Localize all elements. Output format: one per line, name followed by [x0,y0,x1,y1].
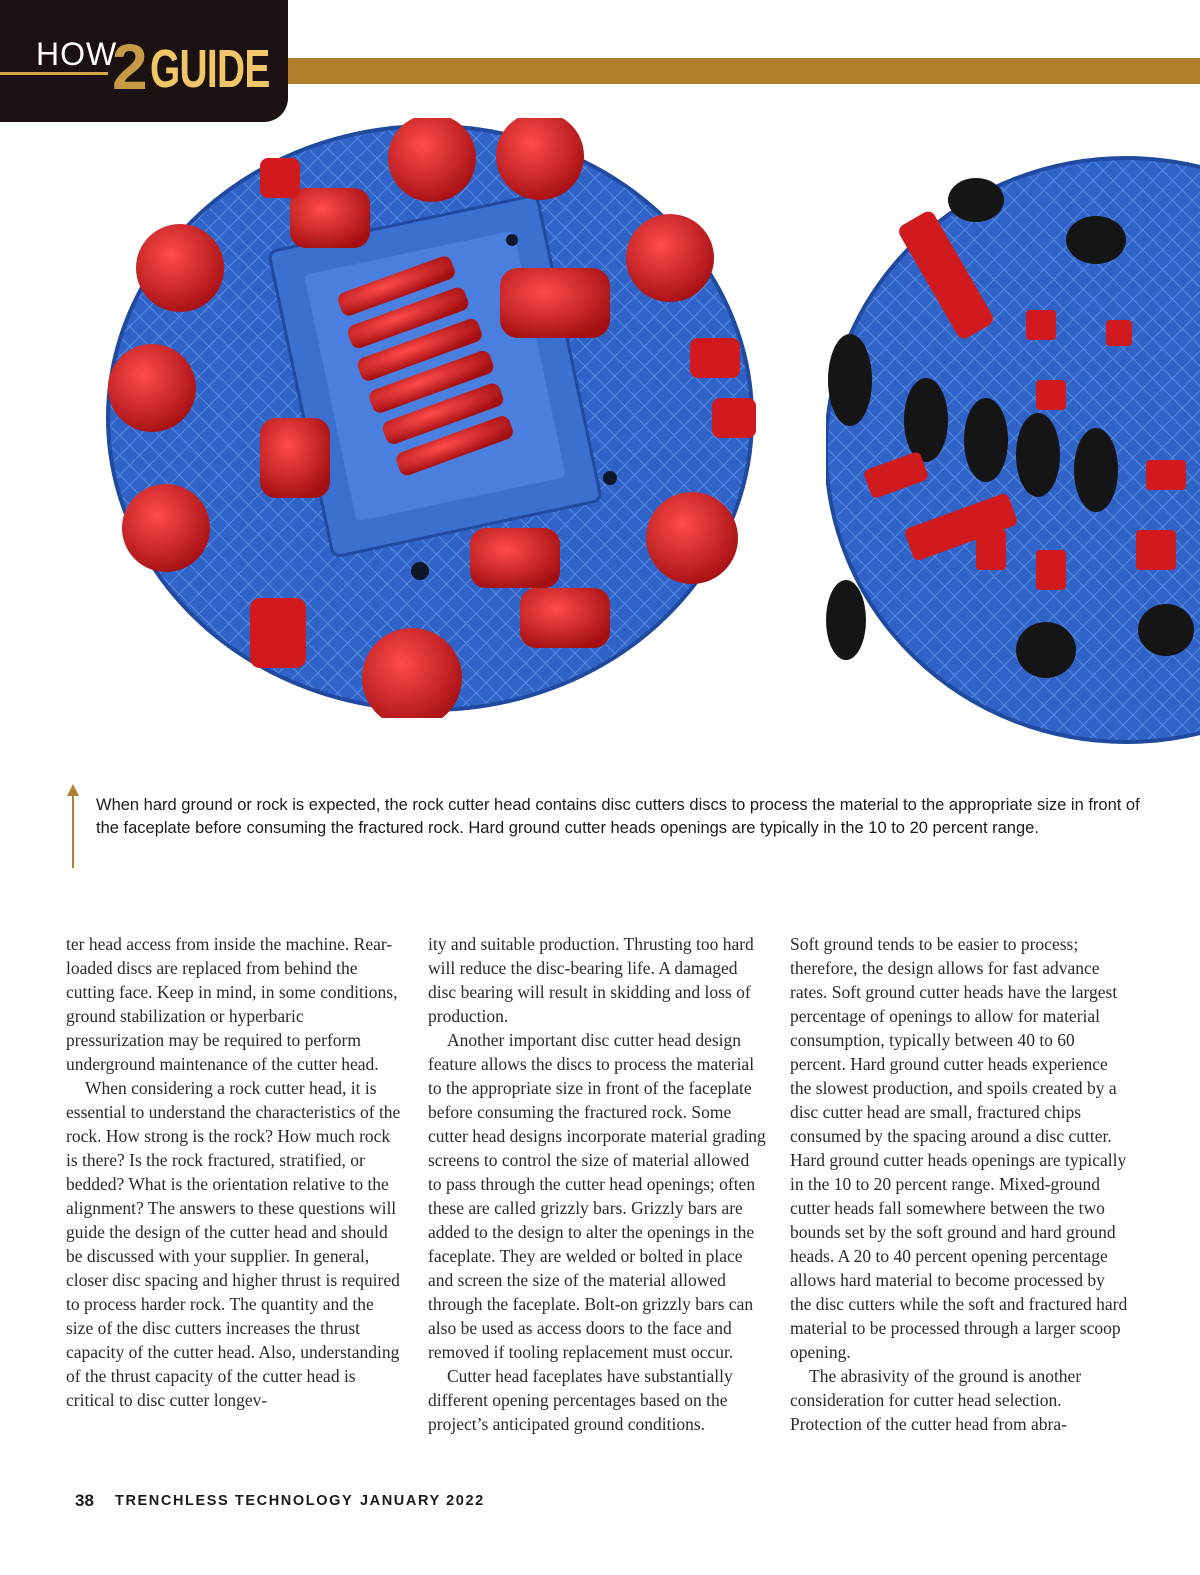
cutter-head-photo-left [100,118,760,718]
figure-caption-block [64,784,1144,868]
section-logo-guide: GUIDE [150,39,270,99]
figure-caption: When hard ground or rock is expected, the rock cutter head contains disc cutters discs to process the material to the appropriate size in front of the faceplate before consuming the fractured rock. Hard ground cutter heads openings are typically in the 10 to 20 percent range. [96,796,1140,837]
cutter-head-photo-right [826,150,1200,750]
article-paragraph: Another important disc cutter head design feature allows the discs to process the material to the appropriate size in front of the faceplate before consuming the fractured rock. Some cutter head designs incorporate material grading screens to control the size of material allowed to pass through the cutter head openings; often these are called grizzly bars. Grizzly bars are added to the design to alter the openings in the faceplate. They are welded or bolted in place and screen the size of the material allowed through the faceplate. Bolt-on grizzly bars can also be used as access doors to the face and removed if tooling replacement must occur. [428,1030,766,1362]
article-paragraph: ter head access from inside the machine. Rear-loaded discs are replaced from behind the cutting face. Keep in mind, in some conditions, ground stabilization or hyperbaric pressurization may be required to perform underground maintenance of the cutter head. [66,934,398,1074]
magazine-name: TRENCHLESS TECHNOLOGY [115,1493,354,1509]
article-paragraph: ity and suitable production. Thrusting too hard will reduce the disc-bearing life. A damaged disc bearing will result in skidding and loss of production. [428,934,754,1026]
section-logo-underline [0,72,108,75]
article-column-1 [66,932,404,1412]
article-paragraph: When considering a rock cutter head, it is essential to understand the characteristics of the rock. How strong is the rock? How much rock is there? Is the rock fractured, stratified, or bedded? What is the orientation relative to the alignment? The answers to these questions will guide the design of the cutter head and should be discussed with your supplier. In general, closer disc spacing and higher thrust is required to process harder rock. The quantity and the size of the disc cutters increases the thrust capacity of the cutter head. Also, understanding of the thrust capacity of the cutter head is critical to disc cutter longev- [66,1078,401,1410]
article-paragraph: The abrasivity of the ground is another consideration for cutter head selection. Protection of the cutter head from abra- [790,1366,1082,1434]
article-column-2 [428,932,766,1436]
article-column-3 [790,932,1128,1436]
issue-date: JANUARY 2022 [360,1493,485,1509]
section-logo [0,0,288,122]
article-paragraph: Soft ground tends to be easier to process; therefore, the design allows for fast advance rates. Soft ground cutter heads have the largest percentage of openings to allow for material consumption, typically between 40 to 60 percent. Hard ground cutter heads experience the slowest production, and spoils created by a disc cutter head are small, fractured chips consumed by the spacing around a disc cutter. Hard ground cutter heads openings are typically in the 10 to 20 percent range. Mixed-ground cutter heads fall somewhere between the two bounds set by the soft ground and hard ground heads. A 20 to 40 percent opening percentage allows hard material to become processed by the disc cutters while the soft and fractured hard material to be processed through a larger scoop opening. [790,934,1128,1362]
article-paragraph: Cutter head faceplates have substantially different opening percentages based on the project’s anticipated ground conditions. [428,1366,733,1434]
section-logo-number: 2 [112,31,148,103]
section-logo-how: HOW [36,36,118,72]
caption-arrow-icon [66,784,80,868]
page-number: 38 [75,1491,94,1510]
